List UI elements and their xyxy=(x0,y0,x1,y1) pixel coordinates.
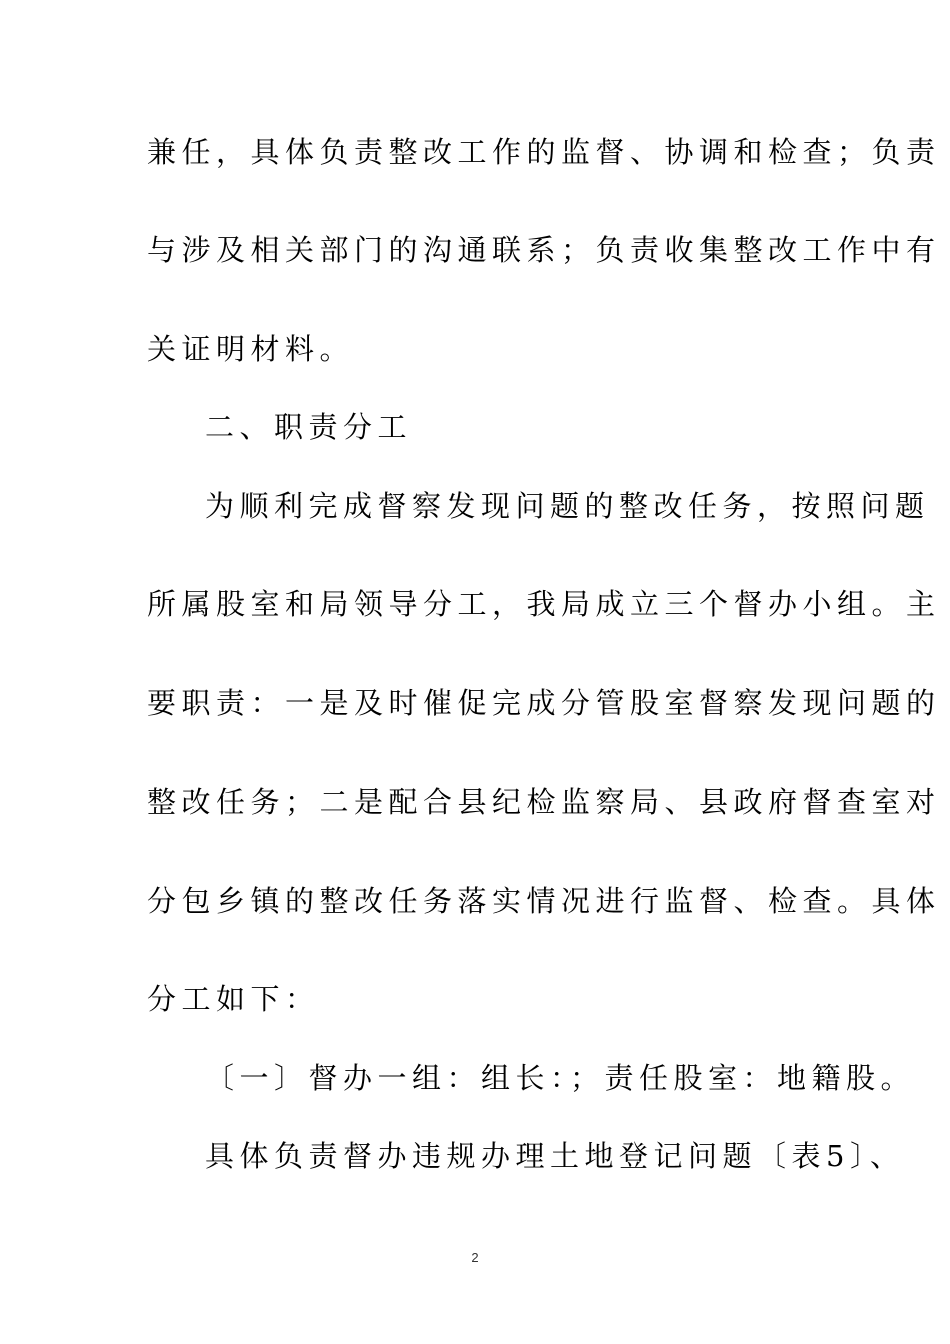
text-line: 要职责：一是及时催促完成分管股室督察发现问题的 xyxy=(147,686,941,720)
text-line: 分工如下： xyxy=(147,982,320,1016)
page-number: 2 xyxy=(471,1250,479,1265)
text-line: 兼任，具体负责整改工作的监督、协调和检查；负责 xyxy=(147,135,941,169)
text-line: 与涉及相关部门的沟通联系；负责收集整改工作中有 xyxy=(147,233,941,267)
paragraph-start-line: 为顺利完成督察发现问题的整改任务，按照问题 xyxy=(205,489,930,523)
paragraph-start-line: 具体负责督办违规办理土地登记问题〔表5〕、 xyxy=(205,1139,905,1173)
subsection-heading: 〔一〕督办一组：组长：；责任股室：地籍股。 xyxy=(205,1061,916,1095)
text-line: 所属股室和局领导分工，我局成立三个督办小组。主 xyxy=(147,587,941,621)
text-line: 分包乡镇的整改任务落实情况进行监督、检查。具体 xyxy=(147,884,941,918)
text-line: 关证明材料。 xyxy=(147,332,355,366)
section-heading: 二、职责分工 xyxy=(205,410,413,444)
text-line: 整改任务；二是配合县纪检监察局、县政府督查室对 xyxy=(147,785,941,819)
